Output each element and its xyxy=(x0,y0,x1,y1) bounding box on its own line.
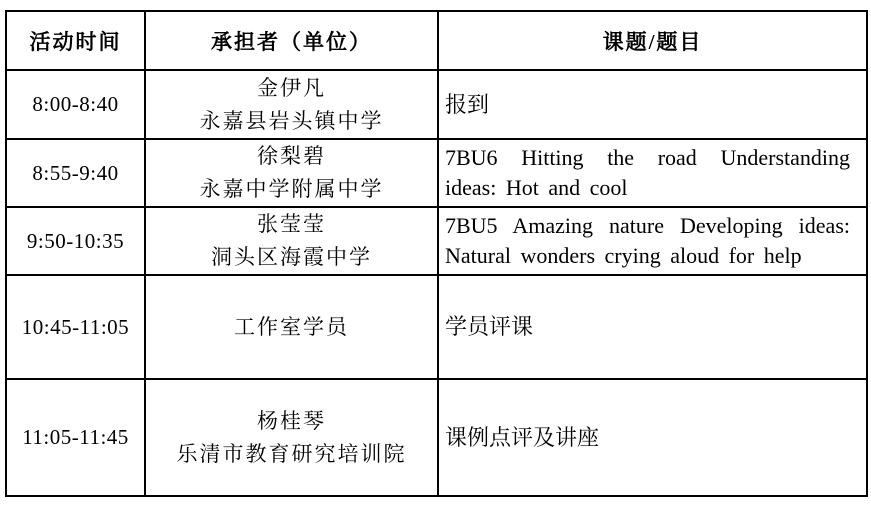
time-cell: 10:45-11:05 xyxy=(6,275,145,379)
time-cell: 8:00-8:40 xyxy=(6,70,145,139)
topic-cell: 学员评课 xyxy=(438,275,867,379)
column-header-time: 活动时间 xyxy=(6,11,145,70)
time-cell: 9:50-10:35 xyxy=(6,207,145,275)
presenter-unit: 永嘉中学附属中学 xyxy=(199,177,384,201)
table-row xyxy=(6,275,867,379)
table-header-row xyxy=(6,11,867,70)
presenter-name: 张莹莹 xyxy=(257,212,326,236)
presenter-name: 金伊凡 xyxy=(257,75,326,100)
presenter-unit: 永嘉县岩头镇中学 xyxy=(199,108,384,133)
table-row xyxy=(6,207,867,275)
column-header-presenter: 承担者（单位） xyxy=(145,11,438,70)
presenter-cell xyxy=(145,139,438,207)
presenter-unit: 洞头区海霞中学 xyxy=(211,245,372,269)
time-cell: 11:05-11:45 xyxy=(6,379,145,496)
time-cell: 8:55-9:40 xyxy=(6,139,145,207)
presenter-cell xyxy=(145,275,438,379)
presenter-name: 杨桂琴 xyxy=(257,408,326,433)
topic-cell: 7BU5 Amazing nature Developing ideas: Natural wonders crying aloud for help xyxy=(438,207,867,275)
presenter-cell xyxy=(145,70,438,139)
topic-cell: 课例点评及讲座 xyxy=(438,379,867,496)
presenter-cell xyxy=(145,207,438,275)
table-row xyxy=(6,139,867,207)
presenter-name: 徐梨碧 xyxy=(257,144,326,168)
column-header-topic: 课题/题目 xyxy=(438,11,867,70)
presenter-unit: 乐清市教育研究培训院 xyxy=(176,441,407,466)
presenter-name: 工作室学员 xyxy=(234,314,349,339)
schedule-table xyxy=(5,10,868,497)
topic-cell: 报到 xyxy=(438,70,867,139)
table-row xyxy=(6,379,867,496)
presenter-cell xyxy=(145,379,438,496)
table-row xyxy=(6,70,867,139)
topic-cell: 7BU6 Hitting the road Understanding ideas: Hot and cool xyxy=(438,139,867,207)
